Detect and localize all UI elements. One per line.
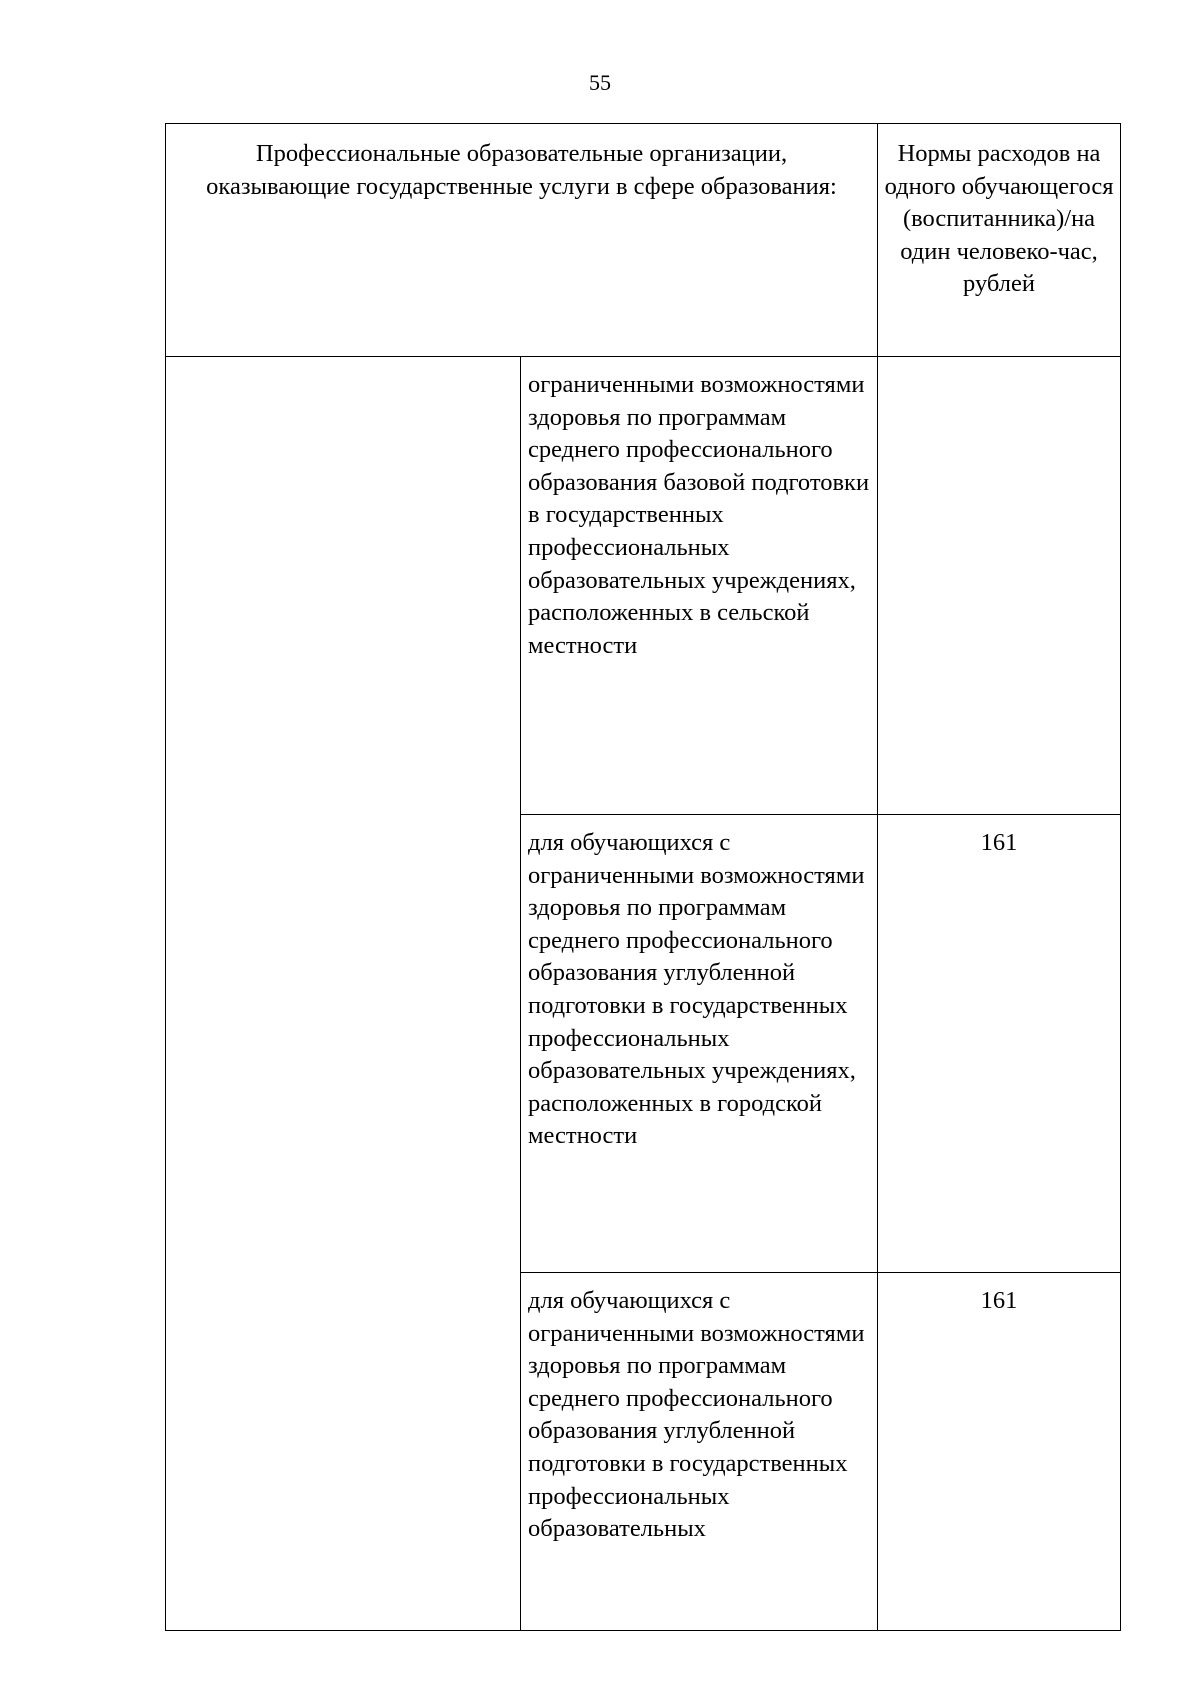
table-row	[166, 357, 1121, 815]
table-header-row	[166, 124, 1121, 357]
row-value	[878, 357, 1121, 815]
row-value: 161	[878, 815, 1121, 1273]
row-value: 161	[878, 1273, 1121, 1631]
organization-cell	[166, 357, 521, 1631]
page-number: 55	[589, 70, 611, 95]
row-description: ограниченными возможностями здоровья по программам среднего профессионального образования базовой подготовки в государственных профессиональных образовательных учреждениях, расположенных в сельской местности	[521, 357, 878, 815]
header-organizations: Профессиональные образовательные организации, оказывающие государственные услуги в сфере образования:	[166, 124, 878, 357]
row-description: для обучающихся с ограниченными возможностями здоровья по программам среднего профессионального образования углубленной подготовки в государственных профессиональных образовательных	[521, 1273, 878, 1631]
row-description: для обучающихся с ограниченными возможностями здоровья по программам среднего профессионального образования углубленной подготовки в государственных профессиональных образовательных учреждениях, расположенных в городской местности	[521, 815, 878, 1273]
header-norms: Нормы расходов на одного обучающегося (воспитанника)/на один человеко-час, рублей	[878, 124, 1121, 357]
norms-table	[165, 123, 1121, 1631]
